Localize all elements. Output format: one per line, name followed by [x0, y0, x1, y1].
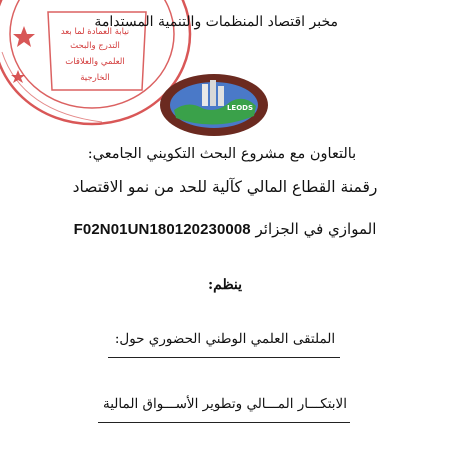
forum-theme: الابتكـــار المـــالي وتطوير الأســـواق المالية: [103, 396, 347, 412]
project-title-text: الموازي في الجزائر: [255, 220, 377, 238]
organizes-label: ينظم:: [207, 277, 243, 293]
stamp-text-line3: العلمي والعلاقات: [65, 57, 125, 67]
project-code: F02N01UN180120230008: [73, 221, 251, 238]
cooperation-line: بالتعاون مع مشروع البحث التكويني الجامعي:: [87, 146, 357, 162]
stamp-text-line1: نيابة العمادة لما بعد: [60, 27, 130, 37]
stamp-text-line2: التدرج والبحث: [70, 41, 120, 51]
project-title-line2: [0, 220, 450, 238]
forum-underline: [108, 357, 340, 358]
lab-logo: [158, 72, 270, 138]
logo-text: LEODS: [226, 104, 254, 112]
forum-title: الملتقى العلمي الوطني الحضوري حول:: [114, 331, 336, 347]
project-title-line1: رقمنة القطاع المالي كآلية للحد من نمو الاقتصاد: [72, 178, 378, 196]
theme-underline: [98, 422, 350, 423]
lab-name: مخبر اقتصاد المنظمات والتنمية المستدامة: [94, 14, 338, 30]
stamp-text-line4: الخارجية: [80, 73, 110, 83]
